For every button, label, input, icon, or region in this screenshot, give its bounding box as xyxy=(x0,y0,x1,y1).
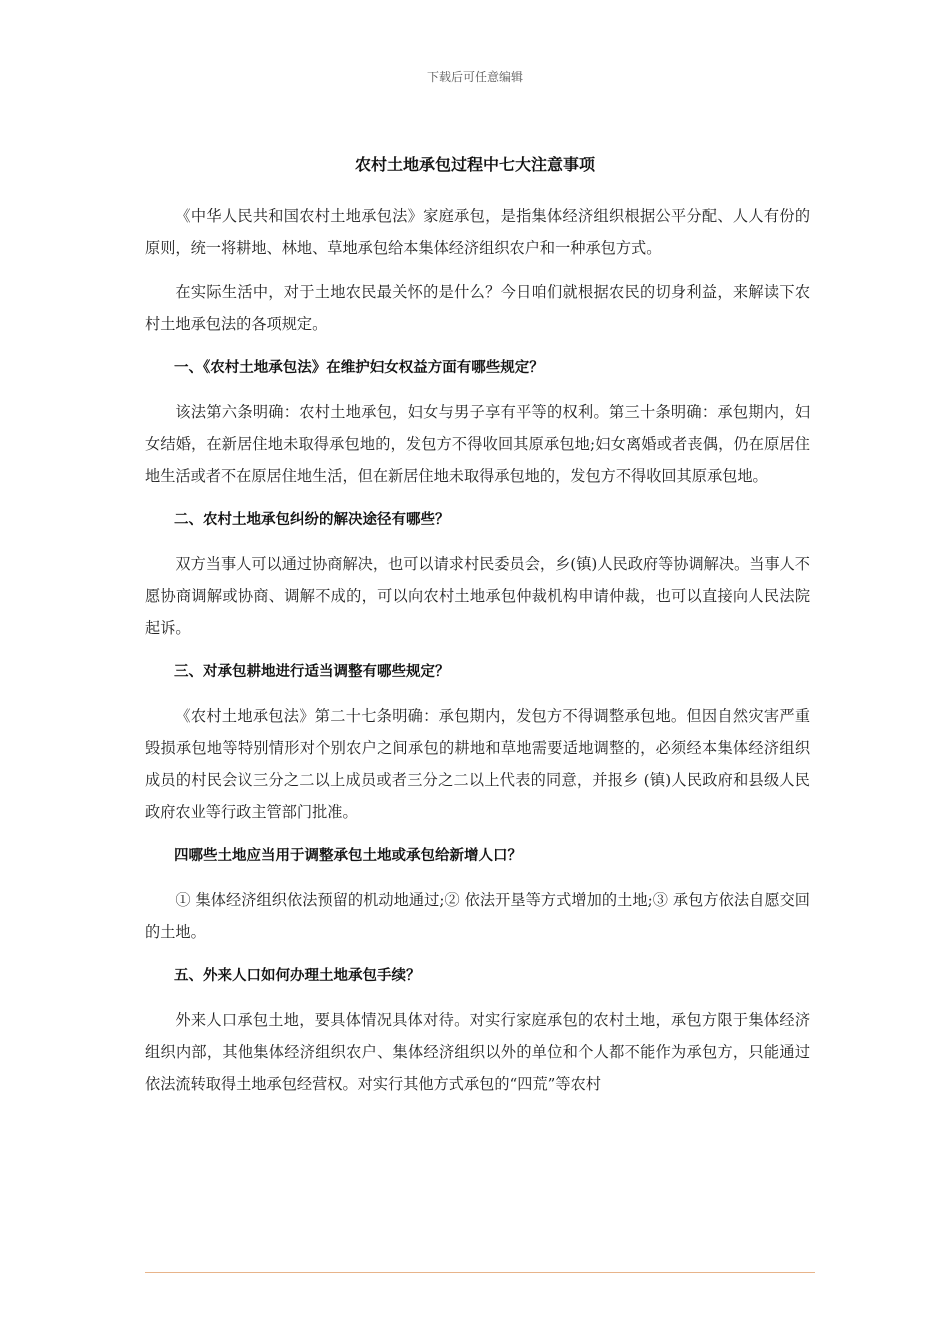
paragraph: 该法第六条明确：农村土地承包，妇女与男子享有平等的权利。第三十条明确：承包期内，妇女结婚，在新居住地未取得承包地的，发包方不得收回其原承包地;妇女离婚或者丧偶，仍在原居住地生活或者不在原居住地生活，但在新居住地未取得承包地的，发包方不得收回其原承包地。 xyxy=(145,403,810,485)
paragraph: 双方当事人可以通过协商解决，也可以请求村民委员会，乡(镇)人民政府等协调解决。当事人不愿协商调解或协商、调解不成的，可以向农村土地承包仲裁机构申请仲裁，也可以直接向人民法院起诉。 xyxy=(145,555,810,637)
section-heading: 三、对承包耕地进行适当调整有哪些规定？ xyxy=(174,664,450,680)
paragraph: ① 集体经济组织依法预留的机动地通过;② 依法开垦等方式增加的土地;③ 承包方依法自愿交回的土地。 xyxy=(145,891,810,941)
paragraph: 《中华人民共和国农村土地承包法》家庭承包，是指集体经济组织根据公平分配、人人有份的原则，统一将耕地、林地、草地承包给本集体经济组织农户和一种承包方式。 xyxy=(145,207,810,257)
paragraph: 《农村土地承包法》第二十七条明确：承包期内，发包方不得调整承包地。但因自然灾害严重毁损承包地等特别情形对个别农户之间承包的耕地和草地需要适地调整的，必须经本集体经济组织成员的村民会议三分之二以上成员或者三分之二以上代表的同意，并报乡 (镇)人民政府和县级人民政府农业等行政主管部门批准。 xyxy=(145,707,810,821)
section-heading: 二、农村土地承包纠纷的解决途径有哪些？ xyxy=(174,512,450,528)
document-title: 农村土地承包过程中七大注意事项 xyxy=(354,155,595,174)
section-heading: 四哪些土地应当用于调整承包土地或承包给新增人口？ xyxy=(174,848,522,864)
paragraph: 外来人口承包土地，要具体情况具体对待。对实行家庭承包的农村土地，承包方限于集体经济组织内部，其他集体经济组织农户、集体经济组织以外的单位和个人都不能作为承包方，只能通过依法流转取得土地承包经营权。对实行其他方式承包的“四荒”等农村 xyxy=(145,1011,810,1093)
header-note: 下载后可任意编辑 xyxy=(426,70,523,84)
section-heading: 一、《农村土地承包法》在维护妇女权益方面有哪些规定？ xyxy=(174,360,544,376)
section-heading: 五、外来人口如何办理土地承包手续？ xyxy=(174,968,421,984)
document-body xyxy=(145,200,810,1112)
footer-divider xyxy=(145,1272,815,1273)
paragraph: 在实际生活中，对于土地农民最关怀的是什么？今日咱们就根据农民的切身利益，来解读下农村土地承包法的各项规定。 xyxy=(145,283,810,333)
